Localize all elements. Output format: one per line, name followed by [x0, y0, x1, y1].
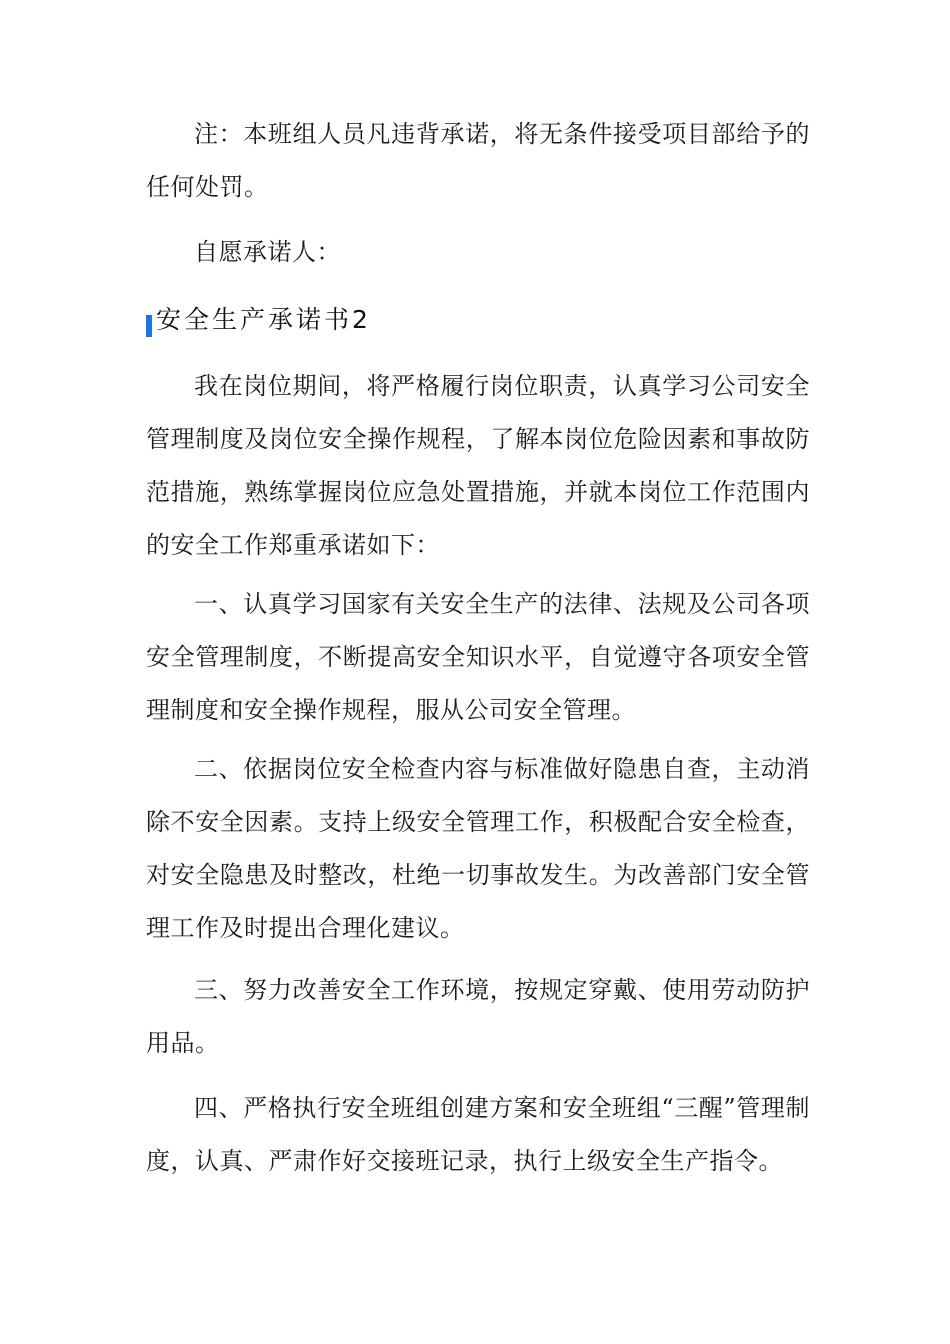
- section-heading: [146, 300, 371, 340]
- note-paragraph: 注：本班组人员凡违背承诺，将无条件接受项目部给予的任何处罚。: [146, 120, 810, 201]
- signer-line: 自愿承诺人：: [194, 238, 341, 266]
- list-item: 二、依据岗位安全检查内容与标准做好隐患自查，主动消除不安全因素。支持上级安全管理工作，积极配合安全检查，对安全隐患及时整改，杜绝一切事故发生。为改善部门安全管理工作及时提出合理化建议。: [146, 755, 810, 942]
- list-item: 一、认真学习国家有关安全生产的法律、法规及公司各项安全管理制度，不断提高安全知识水平，自觉遵守各项安全管理制度和安全操作规程，服从公司安全管理。: [146, 590, 810, 724]
- list-item: 四、严格执行安全班组创建方案和安全班组“三醒”管理制度，认真、严肃作好交接班记录，执行上级安全生产指令。: [146, 1094, 810, 1175]
- list-item: 三、努力改善安全工作环境，按规定穿戴、使用劳动防护用品。: [146, 976, 810, 1057]
- intro-paragraph: 我在岗位期间，将严格履行岗位职责，认真学习公司安全管理制度及岗位安全操作规程，了解本岗位危险因素和事故防范措施，熟练掌握岗位应急处置措施，并就本岗位工作范围内的安全工作郑重承诺如下：: [146, 372, 810, 559]
- heading-marker-icon: [146, 315, 152, 337]
- section-heading-text: 安全生产承诺书2: [156, 305, 371, 334]
